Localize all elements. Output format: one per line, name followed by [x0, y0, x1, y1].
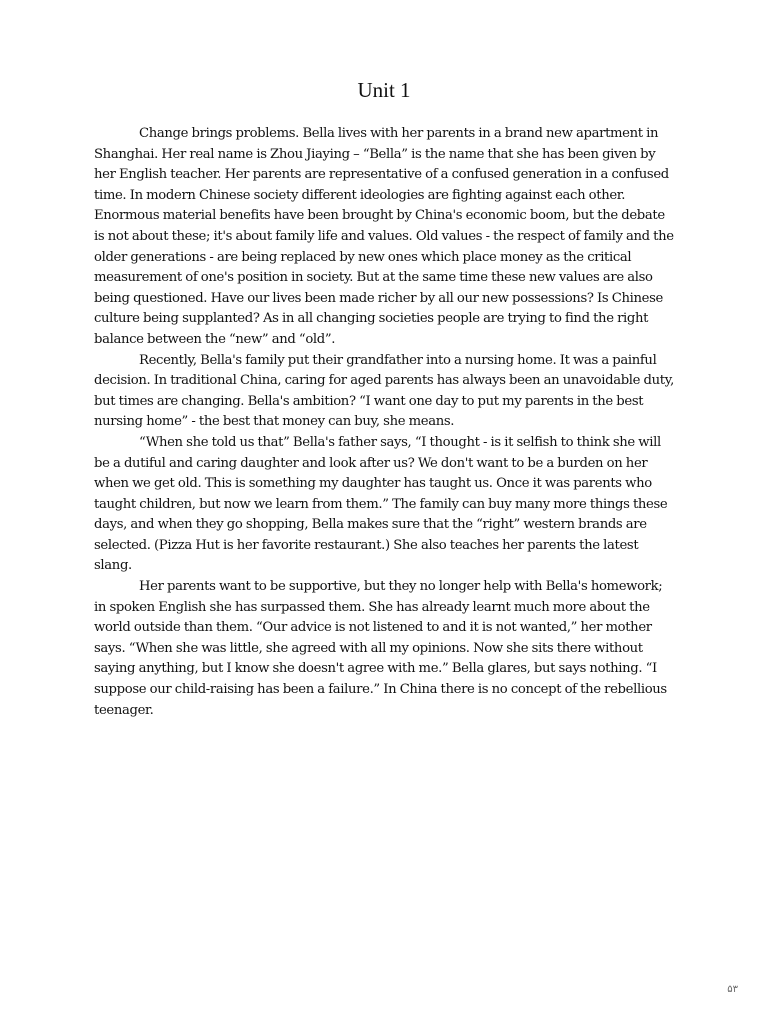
paragraph-2: Recently, Bella's family put their grandfather into a nursing home. It was a painful decision. In traditional China, caring for aged parents has always been an unavoidable duty, but times are changing. Bella's ambition? “I want one day to put my parents in the best nursing home” - the best that money can buy, she means.	[94, 352, 674, 430]
paragraph-4: Her parents want to be supportive, but they no longer help with Bella's homework; in spoken English she has surpassed them. She has already learnt much more about the world outside than them. “Our advice is not listened to and it is not wanted,” her mother says. “When she was little, she agreed with all my opinions. Now she sits there without saying anything, but I know she doesn't agree with me.” Bella glares, but says nothing. “I suppose our child-raising has been a failure.” In China there is no concept of the rebellious teenager.	[94, 579, 667, 718]
body-text	[94, 124, 676, 721]
unit-title: Unit 1	[357, 78, 411, 102]
paragraph-1: Change brings problems. Bella lives with her parents in a brand new apartment in Shanghai. Her real name is Zhou Jiaying – “Bella” is the name that she has been given by her English teacher. Her parents are representative of a confused generation in a confused time. In modern Chinese society different ideologies are fighting against each other. Enormous material benefits have been brought by China's economic boom, but the debate is not about these; it's about family life and values. Old values - the respect of family and the older generations - are being replaced by new ones which place money as the critical measurement of one's position in society. But at the same time these new values are also being questioned. Have our lives been made richer by all our new possessions? Is Chinese culture being supplanted? As in all changing societies people are trying to find the right balance between the “new” and “old”.	[94, 126, 674, 347]
page-number: ۵۳	[727, 984, 738, 995]
paragraph-3: “When she told us that” Bella's father says, “I thought - is it selfish to think she will be a dutiful and caring daughter and look after us? We don't want to be a burden on her when we get old. This is something my daughter has taught us. Once it was parents who taught children, but now we learn from them.” The family can buy many more things these days, and when they go shopping, Bella makes sure that the “right” western brands are selected. (Pizza Hut is her favorite restaurant.) She also teaches her parents the latest slang.	[94, 434, 668, 574]
